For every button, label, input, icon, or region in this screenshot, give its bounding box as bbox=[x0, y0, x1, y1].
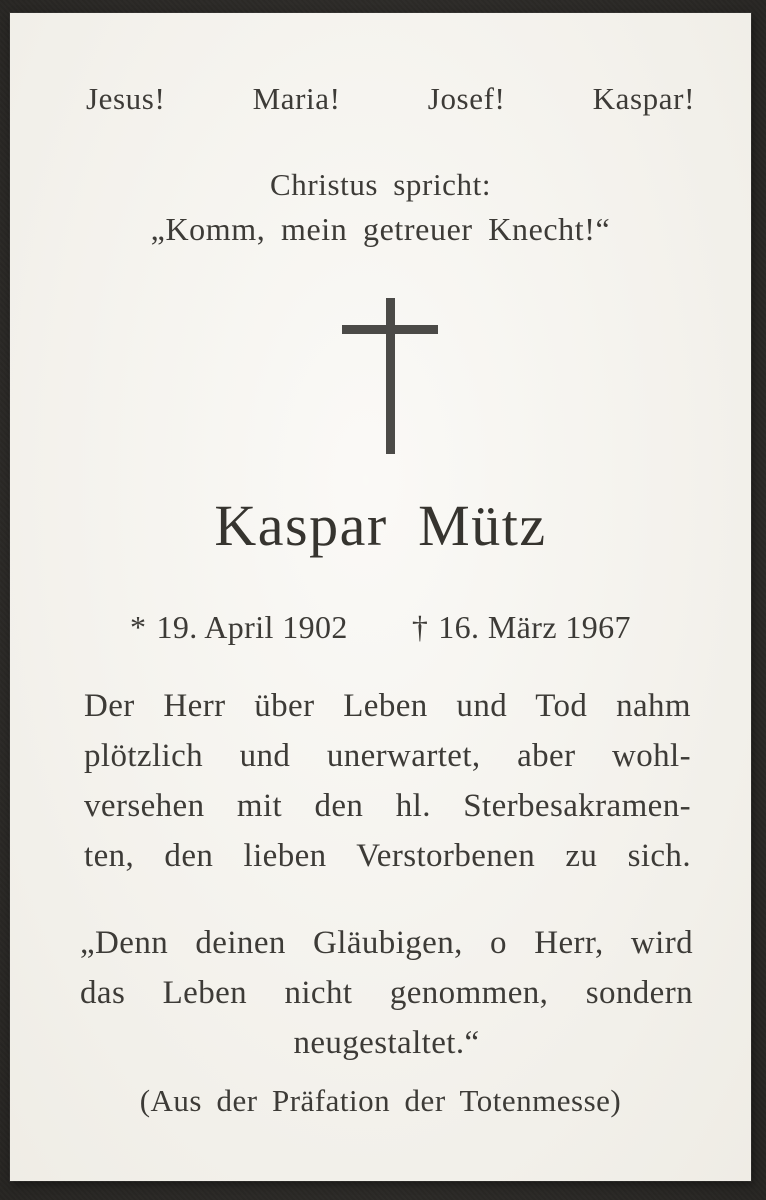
death-date bbox=[412, 605, 631, 649]
obituary-line: versehen mit den hl. Sterbesakramen- bbox=[84, 788, 691, 824]
quote-line: das Leben nicht genommen, sondern bbox=[80, 975, 693, 1011]
deceased-name: Kaspar Mütz bbox=[214, 493, 547, 558]
died-cross-symbol: † bbox=[411, 609, 429, 645]
obituary-line: Der Herr über Leben und Tod nahm bbox=[84, 688, 691, 724]
memorial-card bbox=[10, 13, 751, 1181]
obituary-line: ten, den lieben Verstorbenen zu sich. bbox=[84, 838, 691, 874]
invocation-row bbox=[86, 79, 695, 119]
born-asterisk-symbol: * bbox=[130, 609, 147, 645]
dates-row bbox=[10, 605, 751, 649]
cross-icon bbox=[10, 298, 751, 454]
birth-date bbox=[130, 605, 348, 649]
komm-quote-line: „Komm, mein getreuer Knecht!“ bbox=[150, 211, 611, 247]
quote-line: „Denn deinen Gläubigen, o Herr, wird bbox=[80, 925, 693, 961]
obituary-paragraph bbox=[84, 681, 691, 881]
obituary-line: plötzlich und unerwartet, aber wohl- bbox=[84, 738, 691, 774]
quote-line: neugestaltet.“ bbox=[293, 1025, 480, 1061]
christus-spricht-line: Christus spricht: bbox=[269, 167, 492, 202]
invocation-kaspar: Kaspar! bbox=[592, 81, 695, 116]
invocation-maria: Maria! bbox=[252, 81, 341, 116]
scripture-quote bbox=[80, 918, 693, 1068]
invocation-jesus: Jesus! bbox=[86, 81, 166, 116]
invocation-josef: Josef! bbox=[427, 81, 506, 116]
birth-date-text: 19. April 1902 bbox=[156, 609, 348, 645]
quote-source-line: (Aus der Präfation der Totenmesse) bbox=[139, 1083, 622, 1118]
death-date-text: 16. März 1967 bbox=[438, 609, 631, 645]
